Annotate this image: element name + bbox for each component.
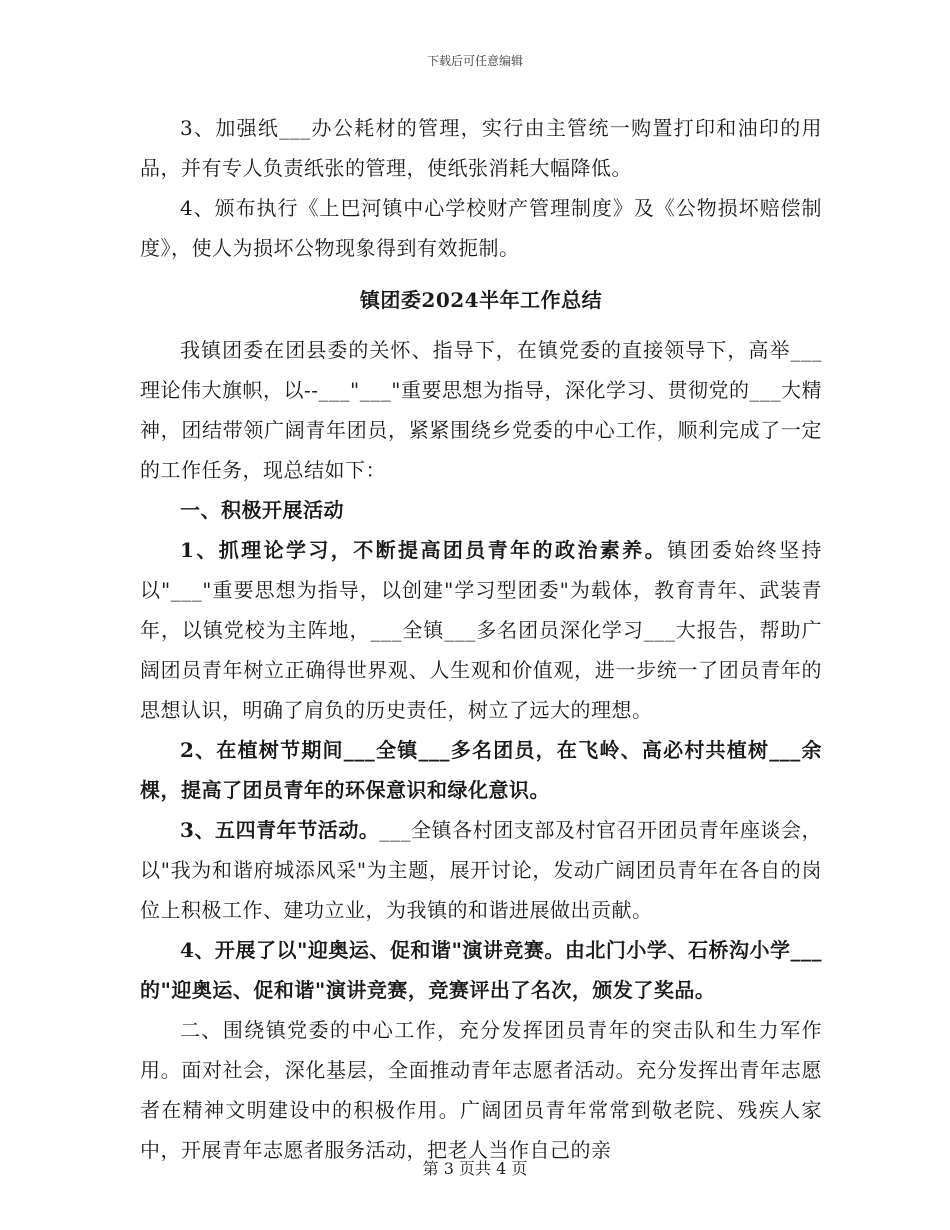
activity-item-1 xyxy=(140,530,822,730)
activity-item-1-heading: 1、抓理论学习，不断提高团员青年的政治素养。 xyxy=(180,538,668,562)
section-2-paragraph: 二、围绕镇党委的中心工作，充分发挥团员青年的突击队和生力军作用。面对社会，深化基层，全面推动青年志愿者活动。充分发挥出青年志愿者在精神文明建设中的积极作用。广阔团员青年常常到敬老院、残疾人家中，开展青年志愿者服务活动，把老人当作自己的亲 xyxy=(140,1018,822,1162)
activity-item-4: 4、开展了以"迎奥运、促和谐"演讲竞赛。由北门小学、石桥沟小学___的"迎奥运、促和谐"演讲竞赛，竞赛评出了名次，颁发了奖品。 xyxy=(140,938,822,1002)
paragraph-item-4: 4、颁布执行《上巴河镇中心学校财产管理制度》及《公物损坏赔偿制度》，使人为损坏公物现象得到有效扼制。 xyxy=(140,196,822,260)
document-title: 镇团委2024半年工作总结 xyxy=(359,288,603,312)
header-note: 下载后可任意编辑 xyxy=(426,54,523,68)
activity-item-1-text: 镇团委始终坚持以"___"重要思想为指导，以创建"学习型团委"为载体，教育青年、武装青年，以镇党校为主阵地，___全镇___多名团员深化学习___大报告，帮助广阔团员青年树立正确得世界观、人生观和价值观，进一步统一了团员青年的思想认识，明确了肩负的历史责任，树立了远大的理想。 xyxy=(140,538,822,722)
page-footer: 第 3 页共 4 页 xyxy=(422,1159,528,1178)
section-1-heading: 一、积极开展活动 xyxy=(180,498,344,522)
activity-item-2: 2、在植树节期间___全镇___多名团员，在飞岭、高必村共植树___余棵，提高了团员青年的环保意识和绿化意识。 xyxy=(140,738,822,802)
activity-item-3-text: ___全镇各村团支部及村官召开团员青年座谈会，以"我为和谐府城添风采"为主题，展开讨论，发动广阔团员青年在各自的岗位上积极工作、建功立业，为我镇的和谐进展做出贡献。 xyxy=(140,818,823,922)
intro-paragraph: 我镇团委在团县委的关怀、指导下，在镇党委的直接领导下，高举___理论伟大旗帜，以--___"___"重要思想为指导，深化学习、贯彻党的___大精神，团结带领广阔青年团员，紧紧围绕乡党委的中心工作，顺利完成了一定的工作任务，现总结如下： xyxy=(140,338,822,482)
activity-item-3-heading: 3、五四青年节活动。 xyxy=(180,818,380,842)
activity-item-3 xyxy=(140,810,822,930)
paragraph-item-3: 3、加强纸___办公耗材的管理，实行由主管统一购置打印和油印的用品，并有专人负责纸张的管理，使纸张消耗大幅降低。 xyxy=(140,116,822,180)
document-body xyxy=(140,108,822,1170)
